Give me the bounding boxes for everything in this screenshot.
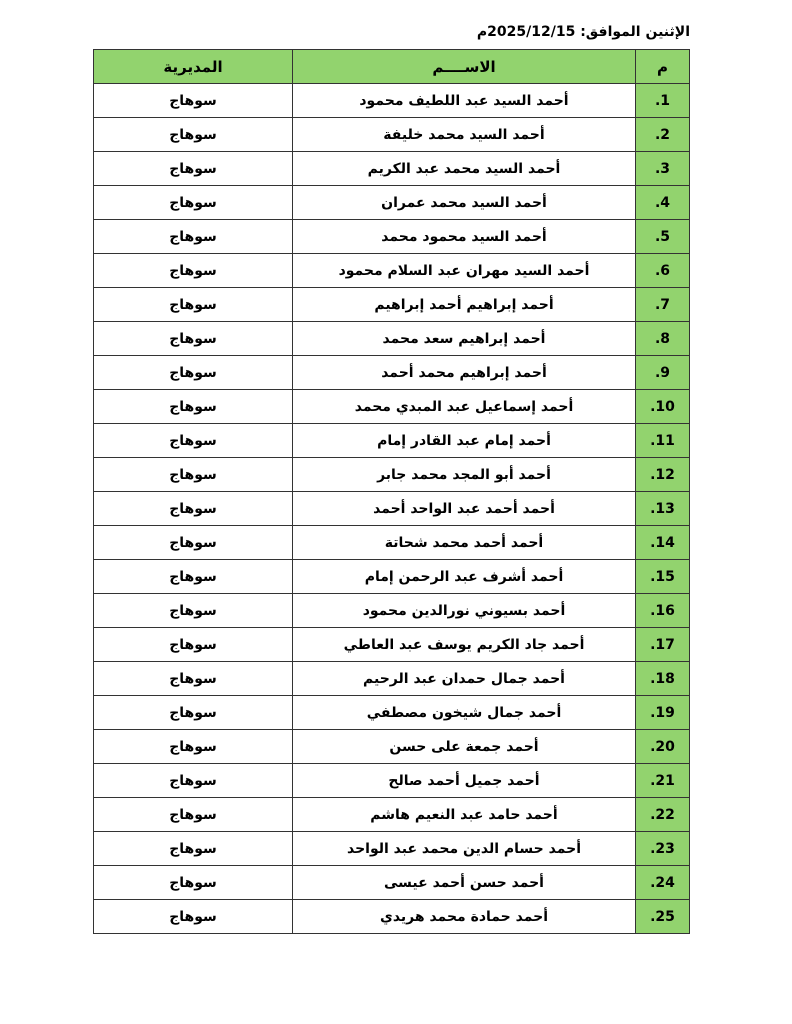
table-row (94, 220, 690, 254)
table-row (94, 118, 690, 152)
row-number-cell: 3. (636, 152, 690, 186)
row-directorate-cell: سوهاج (94, 118, 293, 152)
row-name-cell: أحمد أشرف عبد الرحمن إمام (293, 560, 636, 594)
row-name-cell: أحمد إبراهيم أحمد إبراهيم (293, 288, 636, 322)
row-number-cell: 13. (636, 492, 690, 526)
row-directorate-cell: سوهاج (94, 288, 293, 322)
row-directorate-cell: سوهاج (94, 424, 293, 458)
row-name-cell: أحمد حسام الدين محمد عبد الواحد (293, 832, 636, 866)
row-name-cell: أحمد حسن أحمد عيسى (293, 866, 636, 900)
row-name-cell: أحمد السيد مهران عبد السلام محمود (293, 254, 636, 288)
table-header-row (94, 50, 690, 84)
table-row (94, 152, 690, 186)
row-number-cell: 8. (636, 322, 690, 356)
row-number-cell: 2. (636, 118, 690, 152)
row-directorate-cell: سوهاج (94, 696, 293, 730)
row-name-cell: أحمد جمال حمدان عبد الرحيم (293, 662, 636, 696)
row-number-cell: 21. (636, 764, 690, 798)
row-name-cell: أحمد السيد محمد خليفة (293, 118, 636, 152)
row-number-cell: 24. (636, 866, 690, 900)
row-name-cell: أحمد السيد عبد اللطيف محمود (293, 84, 636, 118)
row-directorate-cell: سوهاج (94, 84, 293, 118)
table-row (94, 288, 690, 322)
table-row (94, 662, 690, 696)
row-number-cell: 25. (636, 900, 690, 934)
row-directorate-cell: سوهاج (94, 254, 293, 288)
row-name-cell: أحمد إمام عبد القادر إمام (293, 424, 636, 458)
row-directorate-cell: سوهاج (94, 356, 293, 390)
row-directorate-cell: سوهاج (94, 594, 293, 628)
row-number-cell: 5. (636, 220, 690, 254)
row-number-cell: 4. (636, 186, 690, 220)
roster-table (93, 49, 690, 934)
row-name-cell: أحمد جميل أحمد صالح (293, 764, 636, 798)
table-row (94, 526, 690, 560)
row-name-cell: أحمد السيد محمد عمران (293, 186, 636, 220)
row-number-cell: 11. (636, 424, 690, 458)
row-name-cell: أحمد بسيوني نورالدين محمود (293, 594, 636, 628)
row-directorate-cell: سوهاج (94, 322, 293, 356)
row-number-cell: 14. (636, 526, 690, 560)
row-number-cell: 6. (636, 254, 690, 288)
row-number-cell: 18. (636, 662, 690, 696)
column-header-directorate: المديرية (94, 50, 293, 84)
row-number-cell: 12. (636, 458, 690, 492)
row-name-cell: أحمد أحمد محمد شحاتة (293, 526, 636, 560)
row-directorate-cell: سوهاج (94, 492, 293, 526)
table-row (94, 798, 690, 832)
table-row (94, 424, 690, 458)
table-row (94, 458, 690, 492)
row-number-cell: 22. (636, 798, 690, 832)
table-row (94, 764, 690, 798)
row-directorate-cell: سوهاج (94, 458, 293, 492)
table-row (94, 492, 690, 526)
row-directorate-cell: سوهاج (94, 662, 293, 696)
row-directorate-cell: سوهاج (94, 186, 293, 220)
table-row (94, 628, 690, 662)
table-row (94, 322, 690, 356)
table-row (94, 696, 690, 730)
row-directorate-cell: سوهاج (94, 866, 293, 900)
table-row (94, 560, 690, 594)
row-name-cell: أحمد السيد محمد عبد الكريم (293, 152, 636, 186)
row-name-cell: أحمد إسماعيل عبد المبدي محمد (293, 390, 636, 424)
column-header-name: الاســــم (293, 50, 636, 84)
row-name-cell: أحمد جمال شيخون مصطفي (293, 696, 636, 730)
table-row (94, 832, 690, 866)
table-row (94, 730, 690, 764)
row-directorate-cell: سوهاج (94, 560, 293, 594)
row-directorate-cell: سوهاج (94, 798, 293, 832)
row-directorate-cell: سوهاج (94, 832, 293, 866)
table-row (94, 866, 690, 900)
row-name-cell: أحمد إبراهيم سعد محمد (293, 322, 636, 356)
row-number-cell: 15. (636, 560, 690, 594)
table-row (94, 254, 690, 288)
table-row (94, 594, 690, 628)
row-directorate-cell: سوهاج (94, 764, 293, 798)
table-row (94, 390, 690, 424)
table-row (94, 900, 690, 934)
table-row (94, 186, 690, 220)
row-directorate-cell: سوهاج (94, 390, 293, 424)
row-number-cell: 16. (636, 594, 690, 628)
row-name-cell: أحمد السيد محمود محمد (293, 220, 636, 254)
row-number-cell: 19. (636, 696, 690, 730)
row-name-cell: أحمد أحمد عبد الواحد أحمد (293, 492, 636, 526)
row-name-cell: أحمد إبراهيم محمد أحمد (293, 356, 636, 390)
row-name-cell: أحمد جمعة على حسن (293, 730, 636, 764)
table-row (94, 356, 690, 390)
column-header-number: م (636, 50, 690, 84)
row-number-cell: 10. (636, 390, 690, 424)
row-number-cell: 7. (636, 288, 690, 322)
table-row (94, 84, 690, 118)
row-number-cell: 23. (636, 832, 690, 866)
row-number-cell: 20. (636, 730, 690, 764)
row-directorate-cell: سوهاج (94, 730, 293, 764)
row-directorate-cell: سوهاج (94, 152, 293, 186)
table-body (94, 84, 690, 934)
row-name-cell: أحمد جاد الكريم يوسف عبد العاطي (293, 628, 636, 662)
row-number-cell: 1. (636, 84, 690, 118)
row-name-cell: أحمد حمادة محمد هريدي (293, 900, 636, 934)
row-directorate-cell: سوهاج (94, 900, 293, 934)
row-number-cell: 17. (636, 628, 690, 662)
row-directorate-cell: سوهاج (94, 526, 293, 560)
row-name-cell: أحمد أبو المجد محمد جابر (293, 458, 636, 492)
row-directorate-cell: سوهاج (94, 220, 293, 254)
row-directorate-cell: سوهاج (94, 628, 293, 662)
date-line: الإثنين الموافق: 2025/12/15م (476, 24, 690, 40)
row-number-cell: 9. (636, 356, 690, 390)
row-name-cell: أحمد حامد عبد النعيم هاشم (293, 798, 636, 832)
